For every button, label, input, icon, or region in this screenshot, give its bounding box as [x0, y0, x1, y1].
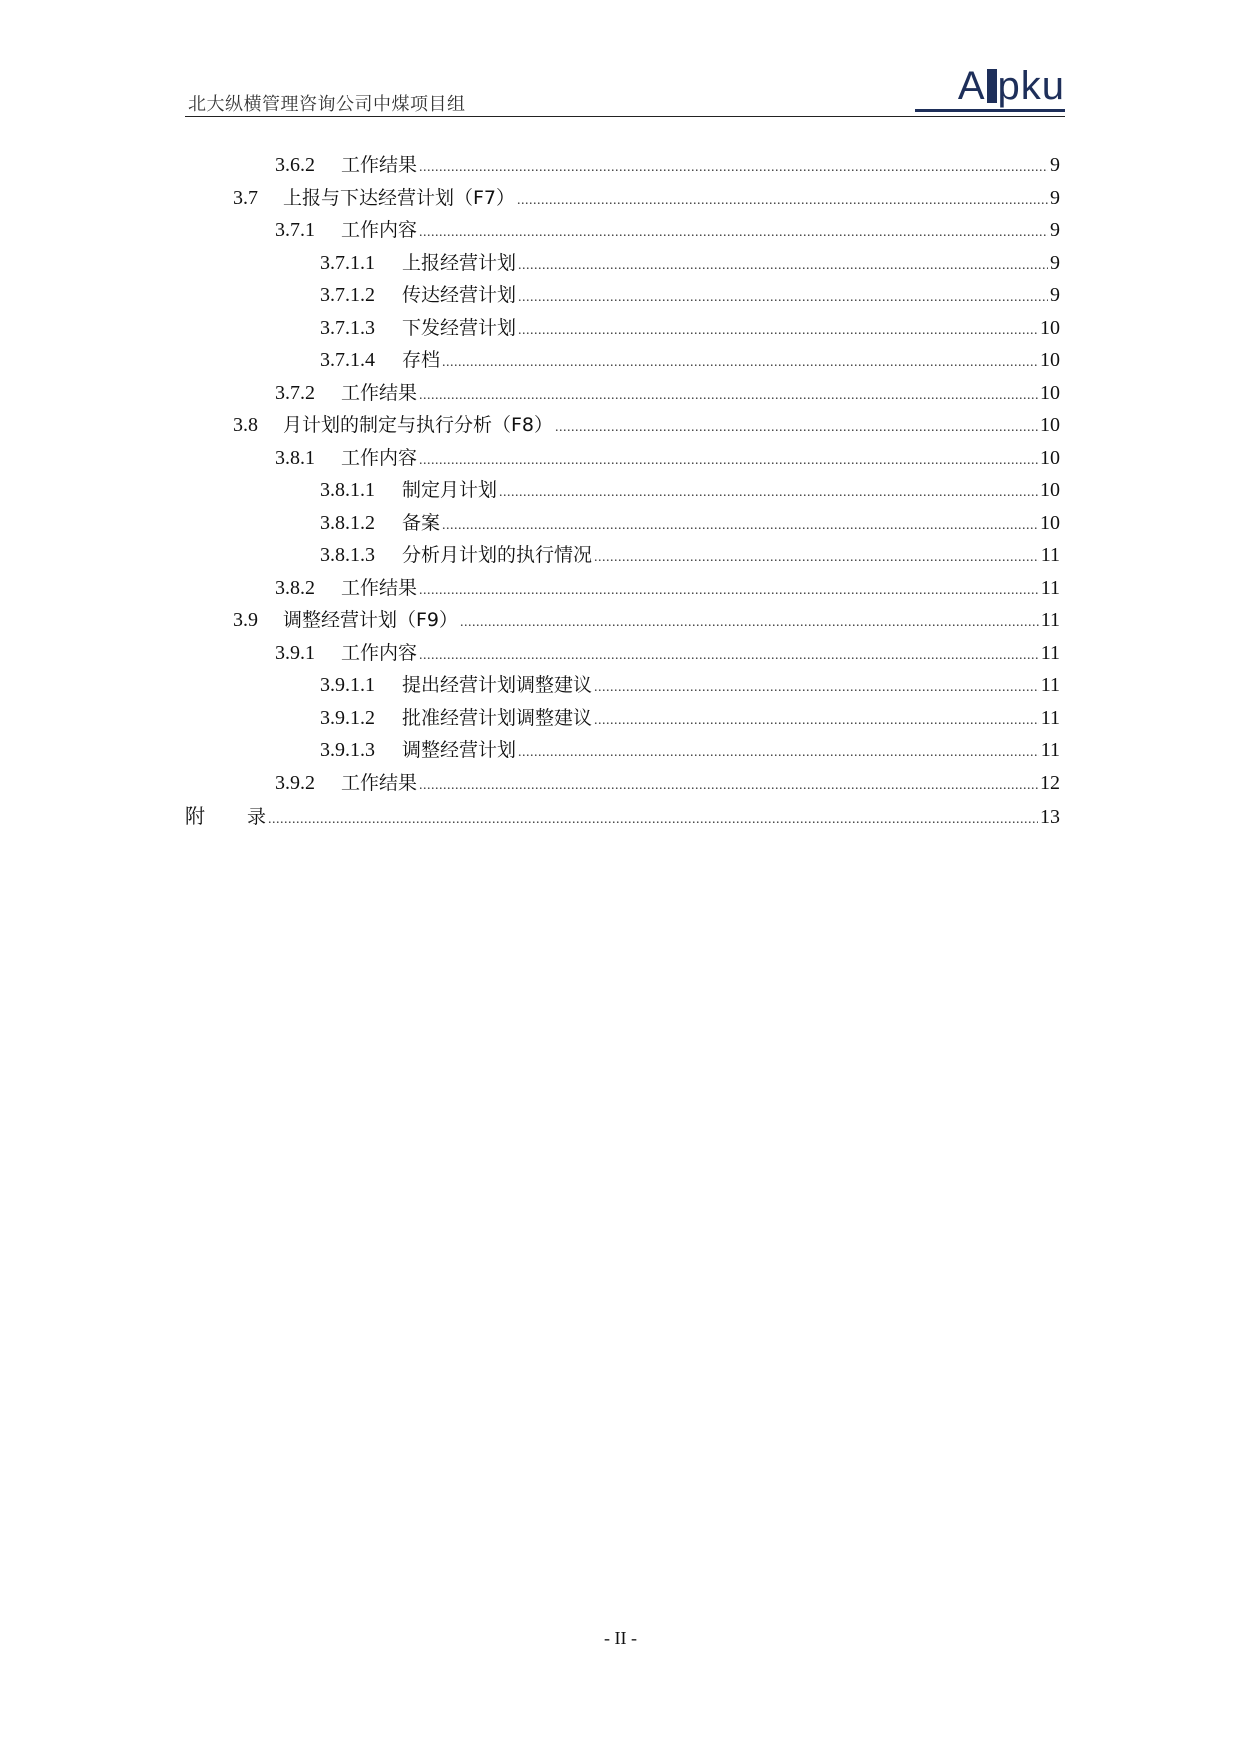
toc-entry-page: 10 [1040, 446, 1060, 469]
toc-entry-number: 3.7.1.4 [320, 349, 375, 371]
toc-entry[interactable] [185, 378, 1060, 410]
toc-entry[interactable] [185, 508, 1060, 540]
toc-entry-number: 附 [185, 806, 205, 828]
toc-entry-title: 提出经营计划调整建议 [402, 674, 593, 696]
toc-entry-number: 3.7.1.2 [320, 284, 375, 306]
toc-entry[interactable] [185, 215, 1060, 247]
toc-dot-leader [594, 550, 1039, 566]
toc-entry[interactable] [185, 150, 1060, 182]
toc-entry-number: 3.9 [233, 609, 258, 631]
toc-dot-leader [518, 745, 1039, 761]
toc-entry-number: 3.7.1.3 [320, 316, 375, 339]
company-logo [958, 66, 1065, 106]
toc-entry-number: 3.7.2 [275, 381, 315, 404]
toc-entry-title: 工作结果 [341, 576, 418, 599]
toc-dot-leader [518, 258, 1048, 274]
header-title: 北大纵横管理咨询公司中煤项目组 [188, 94, 466, 115]
header-rule [185, 116, 1065, 117]
toc-entry-page: 11 [1040, 641, 1060, 664]
toc-entry-page: 11 [1040, 609, 1060, 631]
toc-entry-number: 3.8.2 [275, 576, 315, 599]
toc-entry-page: 10 [1040, 511, 1060, 534]
toc-entry-number: 3.9.1.2 [320, 706, 375, 729]
toc-entry-page: 9 [1050, 219, 1060, 241]
toc-entry[interactable] [185, 540, 1060, 572]
toc-dot-leader [419, 453, 1038, 469]
toc-entry[interactable] [185, 573, 1060, 605]
toc-entry-title: 备案 [402, 511, 441, 534]
logo-bar-mark [987, 69, 997, 103]
toc-entry-number: 3.7 [233, 186, 258, 209]
toc-entry-number: 3.9.1 [275, 641, 315, 664]
toc-entry[interactable] [185, 703, 1060, 735]
toc-entry-number: 3.6.2 [275, 154, 315, 176]
toc-entry-title: 工作结果 [341, 381, 418, 404]
toc-entry-title: 存档 [402, 349, 441, 371]
toc-entry[interactable] [185, 605, 1060, 637]
toc-entry-title: 上报与下达经营计划（F7） [283, 186, 516, 209]
toc-entry-page: 10 [1040, 381, 1060, 404]
logo-letter-a: A [957, 64, 986, 108]
toc-entry-title: 制定月计划 [402, 479, 498, 501]
toc-entry-title: 批准经营计划调整建议 [402, 706, 593, 729]
toc-dot-leader [518, 290, 1048, 306]
toc-entry-page: 9 [1050, 251, 1060, 274]
toc-dot-leader [419, 388, 1038, 404]
toc-dot-leader [555, 420, 1038, 436]
toc-entry[interactable] [185, 638, 1060, 670]
toc-entry-title: 工作内容 [341, 641, 418, 664]
toc-entry-title: 录 [247, 806, 267, 828]
toc-entry[interactable] [185, 475, 1060, 507]
toc-dot-leader [419, 225, 1048, 241]
toc-entry[interactable] [185, 410, 1060, 442]
toc-dot-leader [442, 518, 1038, 534]
toc-entry-title: 月计划的制定与执行分析（F8） [283, 414, 554, 436]
toc-entry-number: 3.8.1.3 [320, 544, 375, 566]
toc-entry-page: 9 [1050, 154, 1060, 176]
toc-entry-page: 11 [1040, 544, 1060, 566]
toc-entry-title: 调整经营计划 [402, 739, 517, 761]
toc-dot-leader [517, 193, 1048, 209]
toc-entry[interactable] [185, 443, 1060, 475]
toc-dot-leader [518, 323, 1038, 339]
toc-entry[interactable] [185, 670, 1060, 702]
toc-entry-page: 13 [1040, 806, 1060, 828]
toc-entry-number: 3.8 [233, 414, 258, 436]
toc-entry-number: 3.7.1 [275, 219, 315, 241]
toc-entry-page: 9 [1050, 284, 1060, 306]
logo-underline [915, 109, 1065, 112]
toc-entry-page: 11 [1040, 674, 1060, 696]
toc-entry-page: 10 [1040, 414, 1060, 436]
toc-dot-leader [442, 355, 1038, 371]
toc-dot-leader [594, 680, 1039, 696]
toc-entry-title: 下发经营计划 [402, 316, 517, 339]
toc-entry-title: 工作内容 [341, 446, 418, 469]
page-header [185, 66, 1065, 118]
toc-dot-leader [499, 485, 1038, 501]
toc-entry-page: 10 [1040, 349, 1060, 371]
toc-entry-page: 11 [1040, 739, 1060, 761]
toc-entry-number: 3.9.2 [275, 771, 315, 794]
toc-entry-number: 3.8.1.2 [320, 511, 375, 534]
toc-entry-page: 12 [1040, 771, 1060, 794]
toc-entry-page: 9 [1050, 186, 1060, 209]
toc-entry[interactable] [185, 183, 1060, 215]
toc-entry-title: 工作结果 [341, 154, 418, 176]
toc-entry-title: 传达经营计划 [402, 284, 517, 306]
toc-dot-leader [419, 648, 1039, 664]
toc-entry-page: 11 [1040, 706, 1060, 729]
toc-entry-page: 10 [1040, 316, 1060, 339]
toc-dot-leader [419, 778, 1038, 794]
toc-entry-title: 工作结果 [341, 771, 418, 794]
toc-entry-number: 3.8.1 [275, 446, 315, 469]
toc-dot-leader [594, 713, 1039, 729]
toc-entry[interactable] [185, 735, 1060, 767]
toc-entry-title: 调整经营计划（F9） [283, 609, 459, 631]
toc-entry-page: 10 [1040, 479, 1060, 501]
logo-letters-pku: pku [997, 64, 1065, 108]
toc-entry-title: 上报经营计划 [402, 251, 517, 274]
toc-entry[interactable] [185, 248, 1060, 280]
toc-entry[interactable] [185, 768, 1060, 800]
toc-entry-title: 工作内容 [341, 219, 418, 241]
toc-entry[interactable] [185, 800, 1060, 832]
toc-entry-number: 3.8.1.1 [320, 479, 375, 501]
toc-entry-number: 3.9.1.1 [320, 674, 375, 696]
toc-dot-leader [419, 583, 1039, 599]
page-number: - II - [604, 1628, 637, 1648]
toc-entry-page: 11 [1040, 576, 1060, 599]
toc-entry-title: 分析月计划的执行情况 [402, 544, 593, 566]
toc-entry-number: 3.9.1.3 [320, 739, 375, 761]
toc-dot-leader [419, 160, 1048, 176]
toc-entry[interactable] [185, 345, 1060, 377]
toc-entry[interactable] [185, 313, 1060, 345]
toc-dot-leader [460, 615, 1039, 631]
toc-dot-leader [268, 812, 1038, 828]
toc-entry-number: 3.7.1.1 [320, 251, 375, 274]
toc-entry[interactable] [185, 280, 1060, 312]
